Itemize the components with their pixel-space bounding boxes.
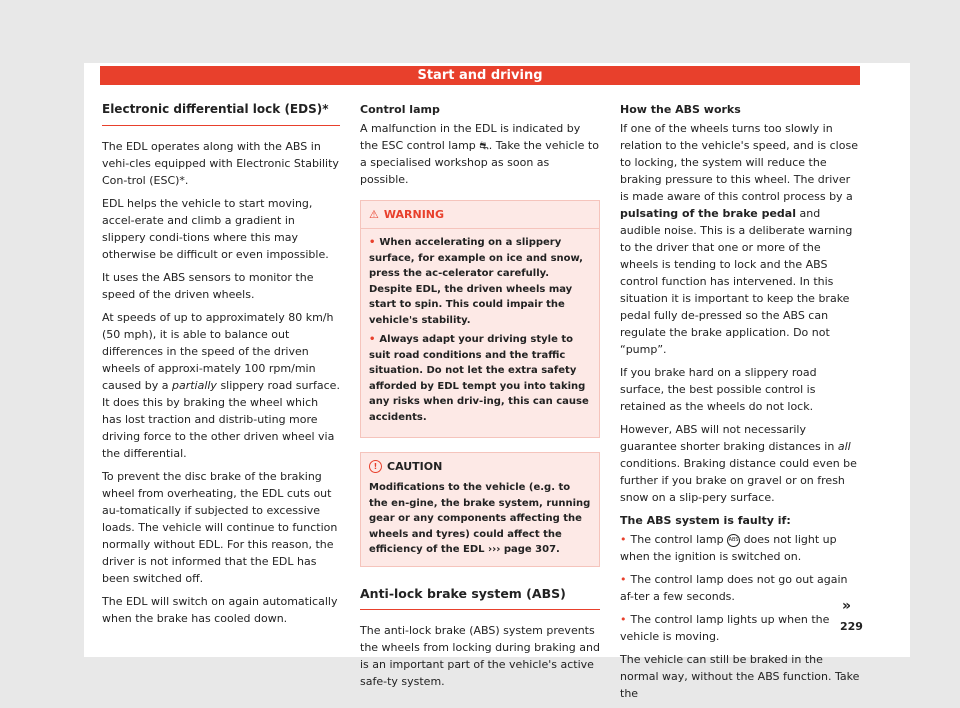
edl-para-4em: partially <box>171 379 217 392</box>
caution-title <box>369 453 591 480</box>
abs-para-1a: If one of the wheels turns too slowly in relation to the vehicle's speed, and is close to locking, the system will reduce the braking pressure to this wheel. The driver is made aware of this control process by a <box>620 122 858 203</box>
warning-item-1-text: When accelerating on a slippery surface, for example on ice and snow, press the ac-celerator carefully. Despite EDL, the driven wheels may start to spin. This could impair the vehicle's stability. <box>369 237 583 326</box>
caution-body: Modifications to the vehicle (e.g. to the en-gine, the brake system, running gear or any components affecting the wheels and tyres) could affect the efficiency of the EDL <box>369 482 591 555</box>
column-3 <box>620 101 862 708</box>
column-1 <box>102 101 340 633</box>
caution-circle-icon: ! <box>369 460 382 473</box>
caution-box <box>360 452 600 567</box>
bullet-icon: • <box>620 573 627 586</box>
warning-box <box>360 200 600 438</box>
abs-para-1c: and audible noise. This is a deliberate warning to the driver that one or more of the wheels is tending to lock and the ABS control function has intervened. In this situation it is important to keep the brake pedal fully de-pressed so the ABS can regulate the brake application. Do not “pump”. <box>620 207 853 356</box>
control-lamp-label: Control lamp <box>360 103 440 116</box>
bullet-icon: • <box>369 334 376 345</box>
edl-para-6: The EDL will switch on again automatically when the brake has cooled down. <box>102 595 338 625</box>
abs-para-1 <box>620 120 862 358</box>
abs-fault-item-1a: The control lamp <box>630 533 728 546</box>
esc-lamp-icon: ⛐ <box>479 139 489 152</box>
column-2 <box>360 101 600 696</box>
caution-page-link[interactable]: ››› page 307. <box>487 544 560 555</box>
bullet-icon: • <box>369 237 376 248</box>
abs-para-1b: pulsating of the brake pedal <box>620 207 796 220</box>
abs-para-3b: conditions. Braking distance could even be further if you brake on gravel or on fresh snow on a slip-pery surface. <box>620 457 857 504</box>
edl-heading: Electronic differential lock (EDS)* <box>102 101 340 126</box>
page-number: 229 <box>840 620 863 633</box>
abs-fault-item-2-text: The control lamp does not go out again af-ter a few seconds. <box>620 573 848 603</box>
abs-para-4: The vehicle can still be braked in the normal way, without the ABS function. Take the <box>620 653 860 700</box>
edl-para-3: It uses the ABS sensors to monitor the speed of the driven wheels. <box>102 271 314 301</box>
edl-para-4 <box>102 309 340 462</box>
abs-lamp-icon: ABS <box>727 534 740 547</box>
caution-title-text: CAUTION <box>387 460 443 473</box>
caution-text <box>369 480 591 558</box>
warning-item-2 <box>369 332 591 425</box>
abs-para-3a: However, ABS will not necessarily guarantee shorter braking distances in <box>620 423 838 453</box>
abs-heading: Anti-lock brake system (ABS) <box>360 585 600 610</box>
warning-item-2-text: Always adapt your driving style to suit road conditions and the traffic situation. Do not let the extra safety afforded by EDL tempt you into taking any risks when driv-ing, this can cause accidents. <box>369 334 589 423</box>
control-lamp-para <box>360 120 600 188</box>
section-header: Start and driving <box>100 66 860 85</box>
control-lamp-para-a: A malfunction in the EDL is indicated by the ESC control lamp <box>360 122 581 152</box>
edl-para-4b: slippery road surface. It does this by braking the wheel which has lost traction and distrib-uting more driving force to the other driven wheel via the differential. <box>102 379 340 460</box>
edl-para-5: To prevent the disc brake of the braking wheel from overheating, the EDL cuts out au-tomatically if subjected to excessive loads. The vehicle will continue to function normally without EDL. For this reason, the driver is not informed that the EDL has been switched off. <box>102 470 338 585</box>
abs-para-3 <box>620 421 862 506</box>
abs-fault-item-2 <box>620 571 862 605</box>
bullet-icon: • <box>620 613 627 626</box>
abs-fault-item-1 <box>620 531 862 565</box>
abs-fault-item-1b: does not light up when the ignition is switched on. <box>620 533 837 563</box>
edl-para-1: The EDL operates along with the ABS in vehi-cles equipped with Electronic Stability Con-trol (ESC)*. <box>102 140 339 187</box>
abs-faulty-label: The ABS system is faulty if: <box>620 514 791 527</box>
warning-title <box>361 201 599 229</box>
abs-para-3em: all <box>837 440 851 453</box>
control-lamp-para-b: . Take the vehicle to a specialised workshop as soon as possible. <box>360 139 599 186</box>
edl-para-2: EDL helps the vehicle to start moving, accel-erate and climb a gradient in slippery condi-tions where this may otherwise be difficult or even impossible. <box>102 197 329 261</box>
continue-arrow-icon: » <box>842 598 852 614</box>
how-abs-works-label: How the ABS works <box>620 103 741 116</box>
abs-intro-para: The anti-lock brake (ABS) system prevents the wheels from locking during braking and is an important part of the vehicle's active safe-ty system. <box>360 623 600 688</box>
abs-para-2: If you brake hard on a slippery road surface, the best possible control is retained as the wheels do not lock. <box>620 366 817 413</box>
warning-title-text: WARNING <box>383 208 445 221</box>
edl-para-4a: At speeds of up to approximately 80 km/h (50 mph), it is able to balance out differences in the speed of the driven wheels of approxi-mately 100 rpm/min caused by a <box>102 311 334 392</box>
abs-fault-item-3-text: The control lamp lights up when the vehicle is moving. <box>620 613 830 643</box>
warning-triangle-icon: ⚠ <box>369 208 379 221</box>
abs-fault-item-3 <box>620 611 862 645</box>
bullet-icon: • <box>620 533 627 546</box>
warning-text <box>369 235 591 425</box>
warning-item-1 <box>369 235 591 328</box>
